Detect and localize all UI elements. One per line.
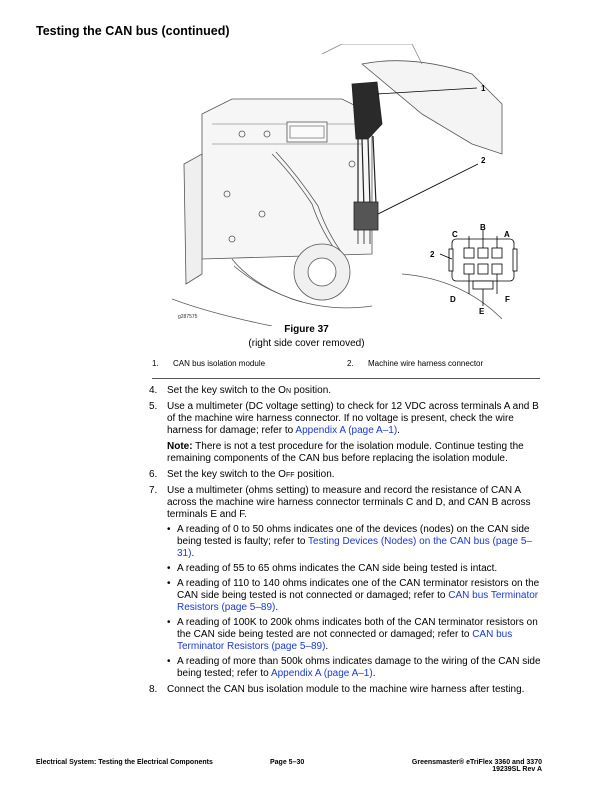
key-position: Off — [278, 469, 295, 480]
step-text: Set the key switch to the — [167, 469, 279, 480]
legend-number: 1. — [152, 359, 159, 368]
step-text: Use a multimeter (DC voltage setting) to check for 12 VDC across terminals A and B of the machine wire harness connector. If no voltage is present, check the wire harness for damage; refer to — [167, 401, 539, 436]
footer-page-number: Page 5–30 — [270, 759, 305, 766]
figure-caption-block — [0, 324, 613, 349]
figure-code: g287575 — [178, 314, 198, 320]
legend-divider — [152, 378, 540, 379]
step-number: 7. — [149, 485, 158, 496]
pin-label-a: A — [504, 230, 510, 239]
step-text-end: . — [397, 425, 400, 436]
bullet-item — [167, 578, 549, 614]
pin-label-f: F — [505, 295, 510, 304]
step-7 — [149, 485, 549, 680]
callout-1: 1 — [481, 84, 486, 93]
step-8 — [149, 684, 549, 696]
legend-text: CAN bus isolation module — [173, 359, 266, 368]
link-terminator-resistors[interactable]: CAN bus Terminator Resistors (page 5–89) — [177, 590, 539, 613]
bullet-text: A reading of 100K to 200k ohms indicates both of the CAN terminator resistors on the CAN side being tested are not connected or damaged; refer to — [177, 617, 538, 640]
bullet-text-end: . — [372, 668, 376, 679]
bullet-text: A reading of more than 500k ohms indicates damage to the wiring of the CAN side being tested; refer to — [177, 656, 541, 679]
step-5 — [149, 401, 549, 465]
step-number: 5. — [149, 401, 158, 412]
callout-2: 2 — [481, 156, 486, 165]
figure-illustration — [172, 44, 532, 326]
bullet-item — [167, 563, 549, 575]
machine-illustration — [172, 44, 532, 326]
note-label: Note: — [167, 441, 193, 452]
footer-document-id: 19239SL Rev A — [492, 766, 542, 773]
figure-caption: (right side cover removed) — [248, 338, 365, 349]
link-appendix-a[interactable]: Appendix A (page A–1) — [270, 668, 373, 679]
key-position: On — [278, 385, 292, 396]
bullet-text-end: . — [275, 602, 279, 613]
note — [167, 441, 549, 465]
step-6 — [149, 469, 549, 481]
legend-number: 2. — [347, 359, 354, 368]
step-text-end: position. — [291, 385, 332, 396]
footer-product — [412, 759, 542, 773]
callout-2-connector: 2 — [430, 250, 435, 259]
link-appendix-a[interactable]: Appendix A (page A–1) — [295, 425, 398, 436]
bullet-text-end: . — [191, 548, 195, 559]
step-text: Set the key switch to the — [167, 385, 279, 396]
bullet-text: A reading of 0 to 50 ohms indicates one of the devices (nodes) on the CAN side being tested is faulty; refer to — [177, 524, 530, 547]
pin-label-c: C — [452, 230, 458, 239]
bullet-item — [167, 656, 549, 680]
step-text: Connect the CAN bus isolation module to the machine wire harness after testing. — [167, 684, 525, 695]
step-4 — [149, 385, 549, 397]
step-number: 6. — [149, 469, 158, 480]
step-text-end: position. — [294, 469, 335, 480]
bullet-text: A reading of 110 to 140 ohms indicates one of the CAN terminator resistors on the CAN side being tested is not connected or damaged; refer to — [177, 578, 540, 601]
bullet-item — [167, 617, 549, 653]
link-terminator-resistors[interactable]: CAN bus Terminator Resistors (page 5–89) — [177, 629, 513, 652]
bullet-item — [167, 524, 549, 560]
link-testing-devices[interactable]: Testing Devices (Nodes) on the CAN bus (page 5–31) — [177, 536, 533, 559]
procedure-steps — [149, 385, 549, 700]
note-text: There is not a test procedure for the isolation module. Continue testing the remaining components of the CAN bus before replacing the isolation module. — [167, 441, 524, 464]
pin-label-e: E — [479, 307, 485, 316]
pin-label-b: B — [480, 223, 486, 232]
step-number: 8. — [149, 684, 158, 695]
bullet-text-end: . — [325, 641, 329, 652]
page-title: Testing the CAN bus (continued) — [36, 24, 230, 38]
legend-text: Machine wire harness connector — [368, 359, 484, 368]
bullet-text: A reading of 55 to 65 ohms indicates the CAN side being tested is intact. — [177, 563, 498, 574]
step-text: Use a multimeter (ohms setting) to measure and record the resistance of CAN A across the machine wire harness connector terminals C and D, and CAN B across terminals E and F. — [167, 485, 531, 520]
footer-product-name: Greensmaster® eTriFlex 3360 and 3370 — [411, 759, 542, 766]
step-number: 4. — [149, 385, 158, 396]
footer-section: Electrical System: Testing the Electrical Components — [36, 759, 213, 766]
pin-label-d: D — [450, 295, 456, 304]
figure-number: Figure 37 — [284, 324, 329, 335]
